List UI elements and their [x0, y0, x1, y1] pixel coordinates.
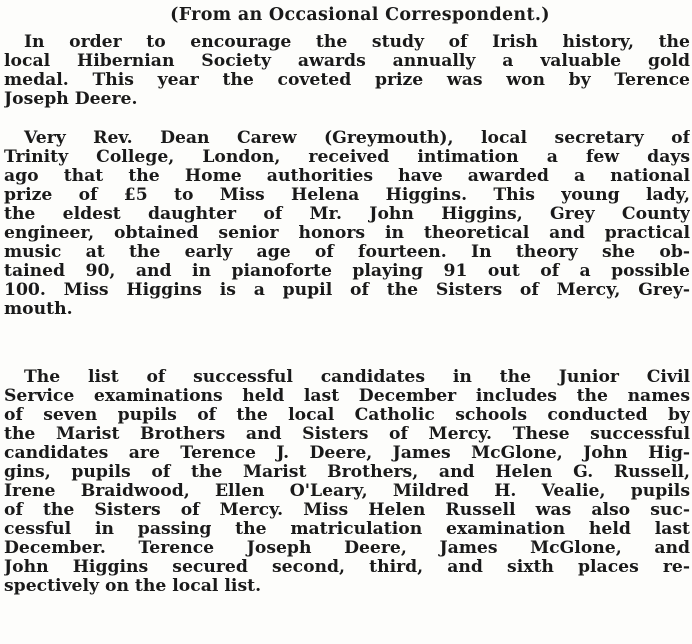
text-line: tained 90, and in pianoforte playing 91 out of a possible — [4, 262, 690, 281]
text-line: spectively on the local list. — [4, 577, 262, 596]
text-line: the Marist Brothers and Sisters of Mercy. These successful — [4, 425, 690, 444]
paragraph-hibernian-medal — [4, 33, 690, 109]
text-line: The list of successful candidates in the Junior Civil — [24, 368, 690, 387]
text-line: engineer, obtained senior honors in theoretical and practical — [4, 224, 690, 243]
text-line: local Hibernian Society awards annually a valuable gold — [4, 52, 690, 71]
text-line: mouth. — [4, 300, 73, 319]
text-line: Service examinations held last December includes the names — [4, 387, 690, 406]
text-line: Very Rev. Dean Carew (Greymouth), local secretary of — [24, 129, 690, 148]
paragraph-music-prize — [4, 129, 690, 319]
text-line: Joseph Deere. — [4, 90, 138, 109]
text-line: ago that the Home authorities have awarded a national — [4, 167, 690, 186]
text-line: medal. This year the coveted prize was won by Terence — [4, 71, 690, 90]
text-line: Irene Braidwood, Ellen O'Leary, Mildred H. Vealie, pupils — [4, 482, 690, 501]
text-line: 100. Miss Higgins is a pupil of the Sisters of Mercy, Grey- — [4, 281, 690, 300]
text-line: the eldest daughter of Mr. John Higgins, Grey County — [4, 205, 690, 224]
text-line: In order to encourage the study of Irish history, the — [24, 33, 690, 52]
text-line: of seven pupils of the local Catholic schools conducted by — [4, 406, 690, 425]
paragraph-civil-service-results — [4, 368, 690, 596]
text-line: Trinity College, London, received intimation a few days — [4, 148, 690, 167]
text-line: December. Terence Joseph Deere, James McGlone, and — [4, 539, 690, 558]
text-line: candidates are Terence J. Deere, James McGlone, John Hig- — [4, 444, 690, 463]
text-line: music at the early age of fourteen. In theory she ob- — [4, 243, 690, 262]
text-line: prize of £5 to Miss Helena Higgins. This young lady, — [4, 186, 690, 205]
text-line: gins, pupils of the Marist Brothers, and Helen G. Russell, — [4, 463, 690, 482]
byline: (From an Occasional Correspondent.) — [170, 5, 550, 25]
text-line: John Higgins secured second, third, and sixth places re- — [4, 558, 690, 577]
text-line: cessful in passing the matriculation examination held last — [4, 520, 690, 539]
text-line: of the Sisters of Mercy. Miss Helen Russell was also suc- — [4, 501, 690, 520]
